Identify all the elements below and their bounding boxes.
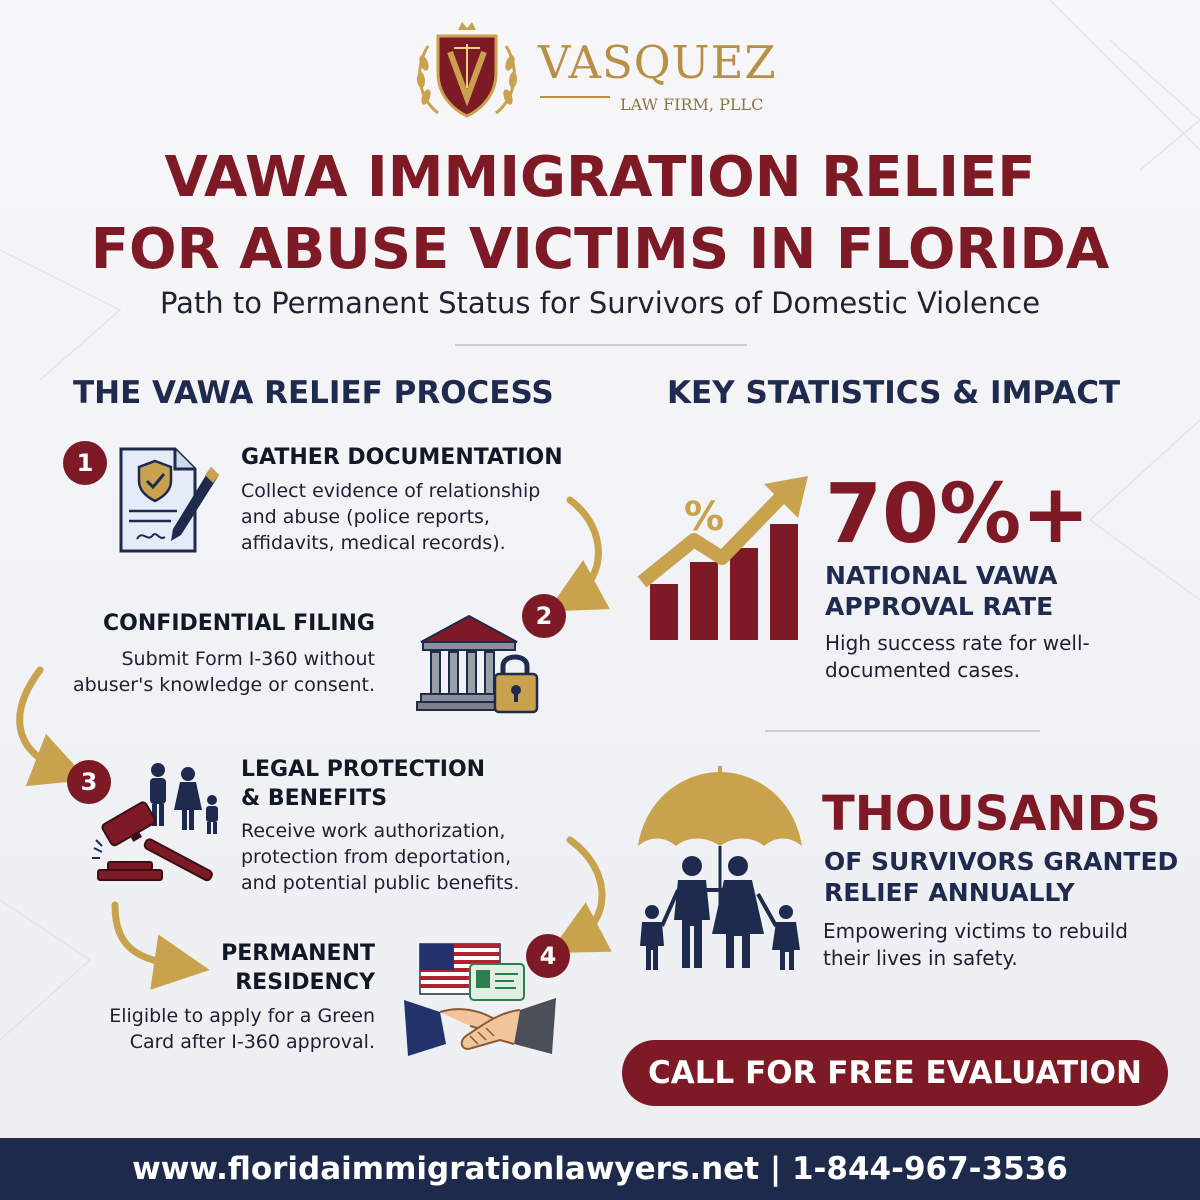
- step-title: GATHER DOCUMENTATION: [241, 445, 563, 470]
- gavel-family-icon: [88, 760, 228, 890]
- stat-description: [823, 918, 1128, 972]
- firm-name: VASQUEZ: [538, 36, 777, 89]
- step-number-badge: 1: [63, 441, 107, 485]
- stat-value: THOUSANDS: [822, 786, 1161, 842]
- step-description: [20, 1003, 375, 1055]
- step-description-line: protection from deportation,: [241, 846, 512, 869]
- stat-label: [824, 846, 1178, 909]
- growth-chart-percent-icon: [636, 474, 812, 644]
- stat-description-line: Empowering victims to rebuild: [823, 919, 1128, 943]
- step-description-line: Card after I-360 approval.: [129, 1031, 375, 1054]
- document-signing-icon: [115, 443, 225, 558]
- umbrella-family-icon: [630, 766, 810, 976]
- stat-label-line: RELIEF ANNUALLY: [824, 878, 1075, 908]
- step-description-line: Submit Form I-360 without: [121, 648, 375, 670]
- courthouse-lock-icon: [415, 608, 545, 720]
- free-evaluation-button[interactable]: CALL FOR FREE EVALUATION: [622, 1040, 1168, 1106]
- step-title: [100, 940, 375, 997]
- step-title-line: RESIDENCY: [235, 969, 375, 995]
- step-description-line: affidavits, medical records).: [241, 532, 506, 555]
- law-firm-emblem-icon: [408, 18, 526, 128]
- step-description-line: Eligible to apply for a Green: [109, 1005, 375, 1027]
- page-subtitle: Path to Permanent Status for Survivors of Domestic Violence: [159, 286, 1041, 320]
- firm-subtitle: LAW FIRM, PLLC: [620, 95, 764, 114]
- step-description: [241, 818, 519, 897]
- step-title-line: LEGAL PROTECTION: [241, 757, 486, 782]
- step-number-badge: 2: [522, 594, 566, 638]
- step-description: [241, 478, 540, 557]
- step-description: [20, 646, 375, 698]
- stats-heading: KEY STATISTICS & IMPACT: [667, 375, 1121, 411]
- stat-label-line: NATIONAL VAWA: [825, 561, 1058, 590]
- stat-description: [825, 630, 1090, 684]
- handshake-flag-card-icon: [400, 940, 560, 1065]
- stat-description-line: their lives in safety.: [823, 946, 1018, 970]
- stat-label: [825, 560, 1058, 623]
- logo-divider: [540, 96, 610, 98]
- step-description-line: Collect evidence of relationship: [241, 480, 541, 502]
- stat-label-line: APPROVAL RATE: [825, 592, 1054, 622]
- process-heading: THE VAWA RELIEF PROCESS: [73, 375, 554, 411]
- step-number-badge: 3: [67, 760, 111, 804]
- step-description-line: Receive work authorization,: [241, 820, 506, 842]
- step-description-line: and potential public benefits.: [241, 872, 520, 895]
- step-title: CONFIDENTIAL FILING: [103, 611, 375, 636]
- step-description-line: abuser's knowledge or consent.: [72, 674, 375, 697]
- footer-bar: [0, 1138, 1200, 1200]
- stat-value: 70%+: [825, 467, 1090, 562]
- step-number-badge: 4: [526, 934, 570, 978]
- step-title-line: & BENEFITS: [241, 785, 388, 811]
- step-title-line: PERMANENT: [221, 941, 375, 966]
- stat-description-line: documented cases.: [825, 658, 1021, 682]
- stat-description-line: High success rate for well-: [825, 631, 1090, 655]
- stat-label-line: OF SURVIVORS GRANTED: [824, 847, 1179, 876]
- page-title-line-1: VAWA IMMIGRATION RELIEF: [164, 145, 1036, 210]
- header-divider: [455, 344, 747, 346]
- step-description-line: and abuse (police reports,: [241, 506, 490, 529]
- step-title: [241, 756, 485, 813]
- footer-contact-link[interactable]: www.floridaimmigrationlawyers.net | 1-844-967-3536: [132, 1151, 1068, 1187]
- stats-divider: [765, 730, 1040, 732]
- page-title-line-2: FOR ABUSE VICTIMS IN FLORIDA: [90, 217, 1110, 282]
- svg-text:%: %: [684, 494, 725, 540]
